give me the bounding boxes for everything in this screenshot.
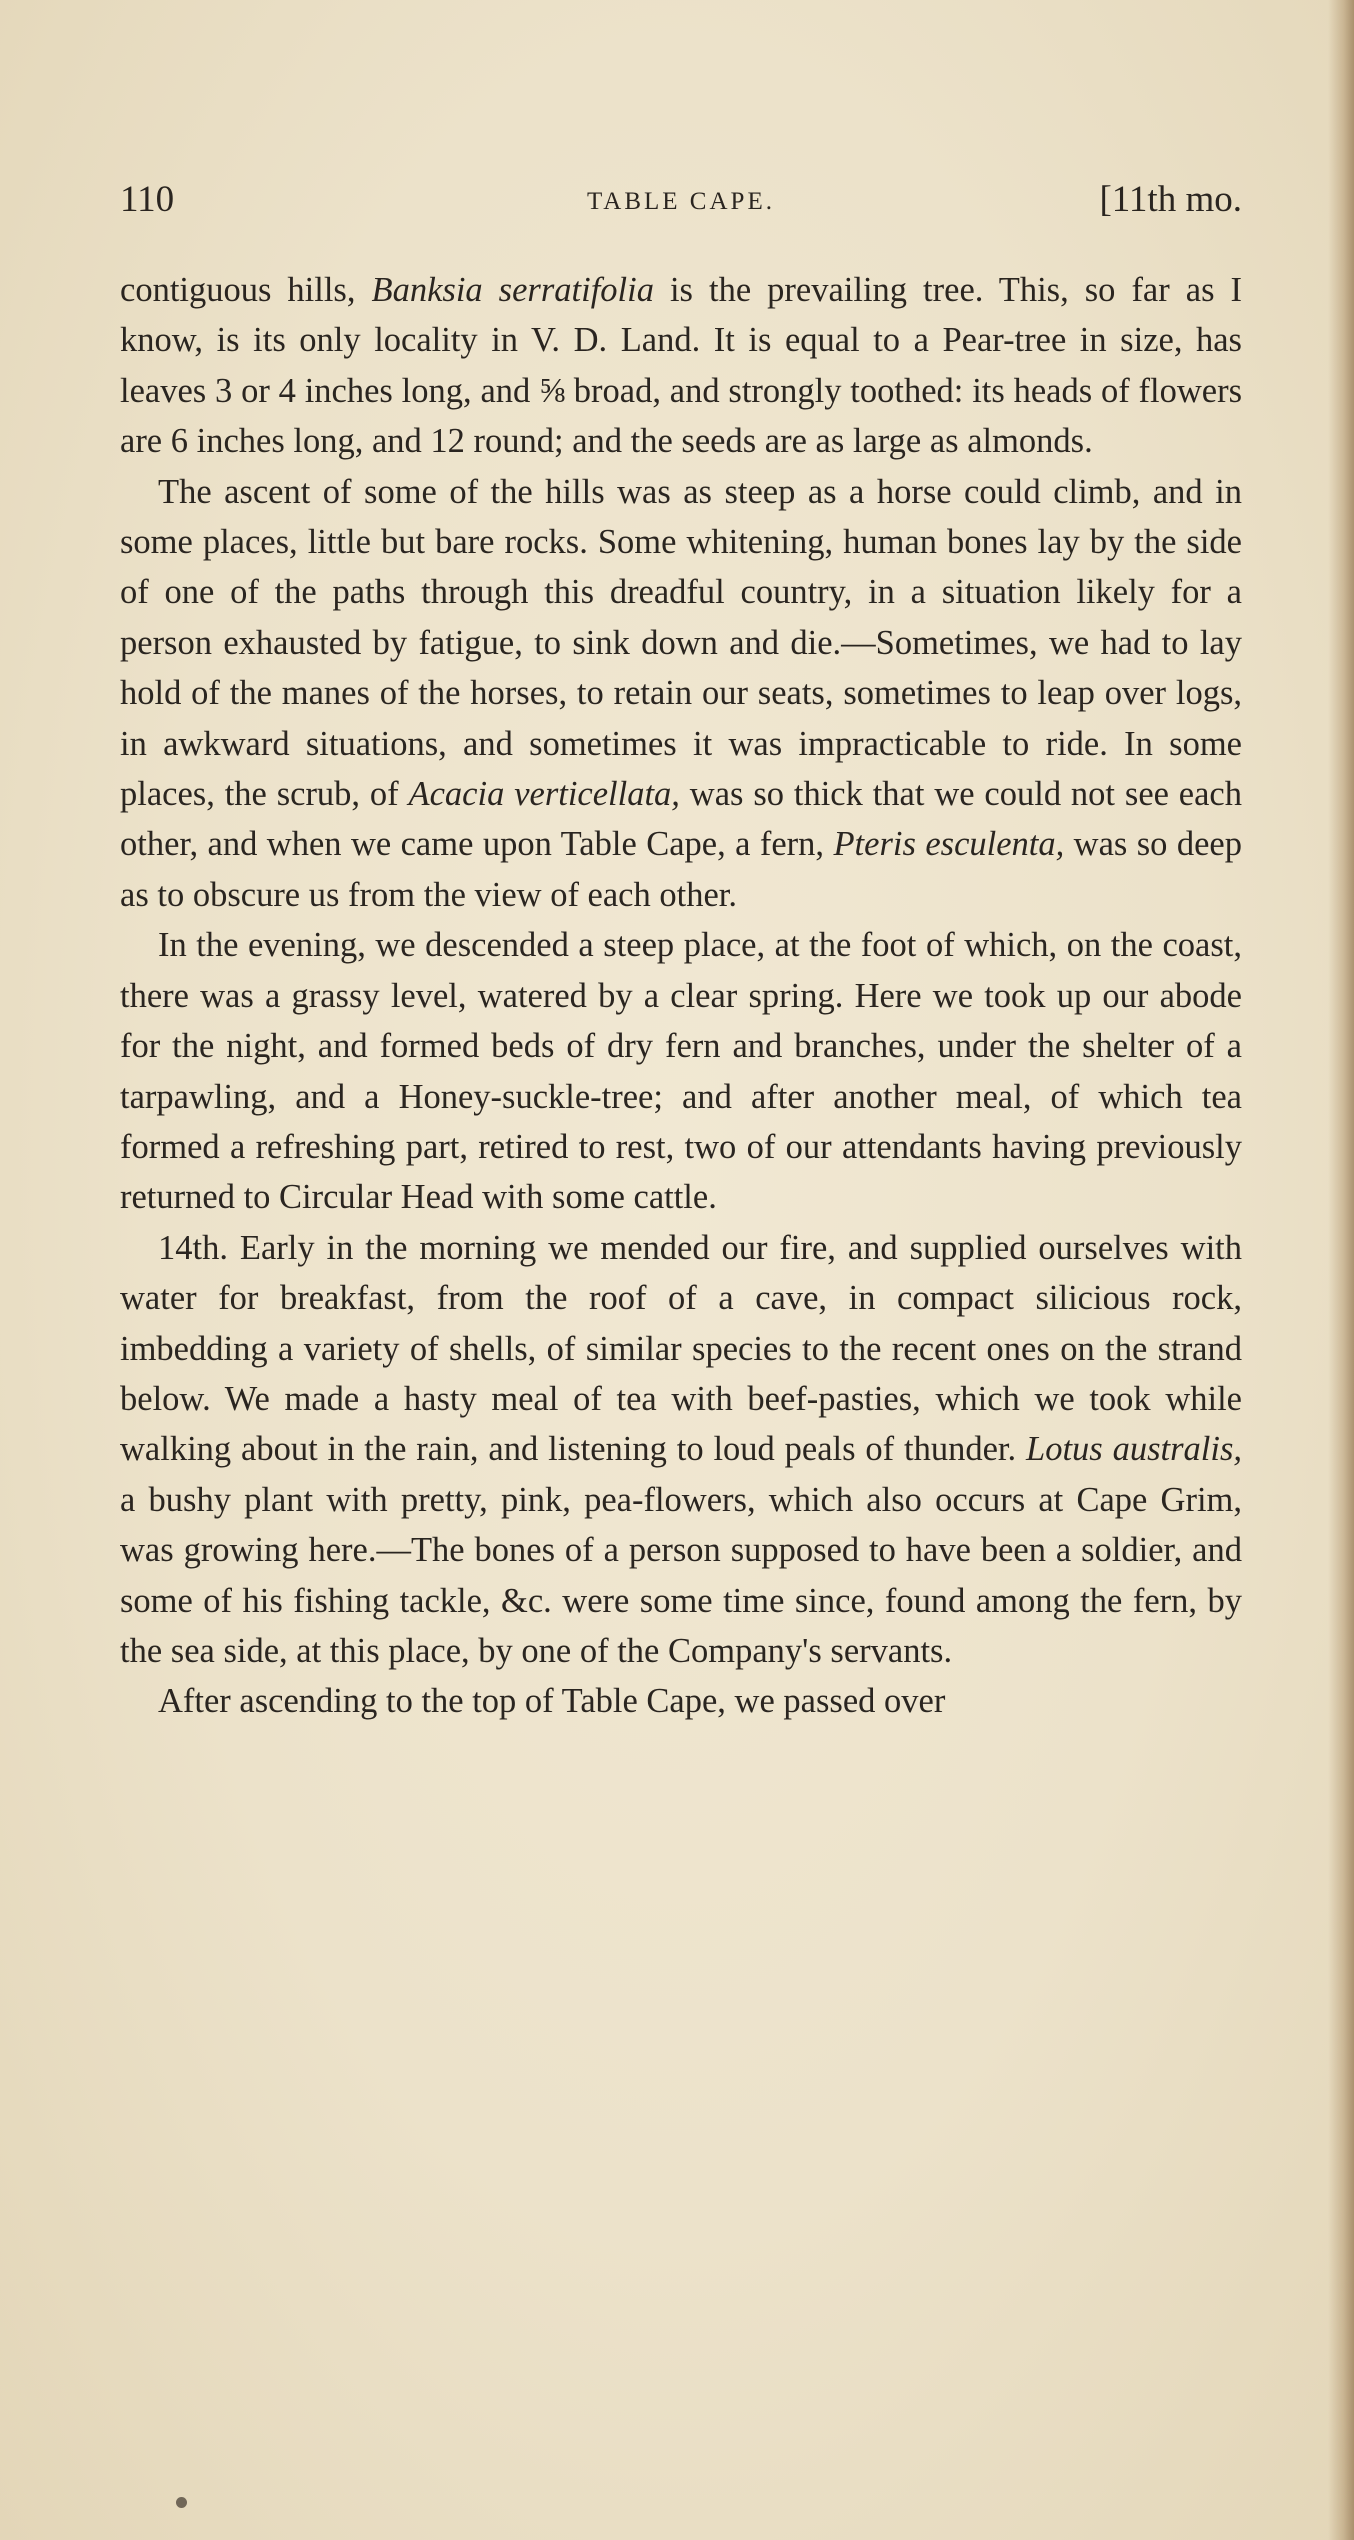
page-number: 110 [120,179,175,220]
ink-blot [176,2497,187,2508]
italic-run: Banksia serratifolia [371,271,654,309]
italic-run: Acacia verticellata, [408,775,680,814]
paragraph [120,1223,1242,1677]
running-date: [11th mo. [1099,179,1242,220]
running-title: TABLE CAPE. [587,188,775,215]
text-run: contiguous hills, [120,271,372,309]
page-edge-shadow [1328,0,1354,2540]
italic-run: Pteris esculenta, [833,825,1065,864]
paragraph [120,265,1242,467]
italic-run: Lotus australis, [1026,1430,1242,1469]
text-run: The ascent of some of the hills was as steep as a horse could climb, and in some places, little but bare rocks. Some whitening, human bones lay by the side of one of the paths through this dreadful country, in a situation likely for a person exhausted by fatigue, to sink down and die.—Sometimes, we had to lay hold of the manes of the horses, to retain our seats, sometimes to leap over logs, in awkward situations, and sometimes it was impracticable to ride. In some places, the scrub, of [120,472,1242,814]
text-run: is the prevailing tree. This, so far as I know, is its only locality in V. D. Land. It is equal to a Pear-tree in size, has leaves 3 or 4 inches long, and ⅝ broad, and strongly toothed: its heads of flowers are 6 inches long, and 12 round; and the seeds are as large as almonds. [120,271,1243,461]
paragraph [120,920,1242,1222]
text-run: was so deep as to obscure us from the view of each other. [120,825,1242,914]
paragraph [120,467,1242,921]
text-run: a bushy plant with pretty, pink, pea-flowers, which also occurs at Cape Grim, was growing here.—The bones of a person supposed to have been a soldier, and some of his fishing tackle, &c. were some time since, found among the fern, by the sea side, at this place, by one of the Company's servants. [120,1480,1242,1670]
paragraph [120,1676,1242,1726]
text-run: In the evening, we descended a steep place, at the foot of which, on the coast, there was a grassy level, watered by a clear spring. Here we took up our abode for the night, and formed beds of dry fern and branches, under the shelter of a tarpawling, and a Honey-suckle-tree; and after another meal, of which tea formed a refreshing part, retired to rest, two of our attendants having previously returned to Circular Head with some cattle. [120,926,1242,1217]
body-text [120,265,1242,1727]
text-run: After ascending to the top of Table Cape, we passed over [158,1682,946,1721]
text-run: was so thick that we could not see each other, and when we came upon Table Cape, a fern, [120,775,1242,864]
text-run: 14th. Early in the morning we mended our fire, and supplied ourselves with water for breakfast, from the roof of a cave, in compact silicious rock, imbedding a variety of shells, of similar species to the recent ones on the strand below. We made a hasty meal of tea with beef-pasties, which we took while walking about in the rain, and listening to loud peals of thunder. [120,1228,1242,1469]
running-header [120,178,1242,238]
